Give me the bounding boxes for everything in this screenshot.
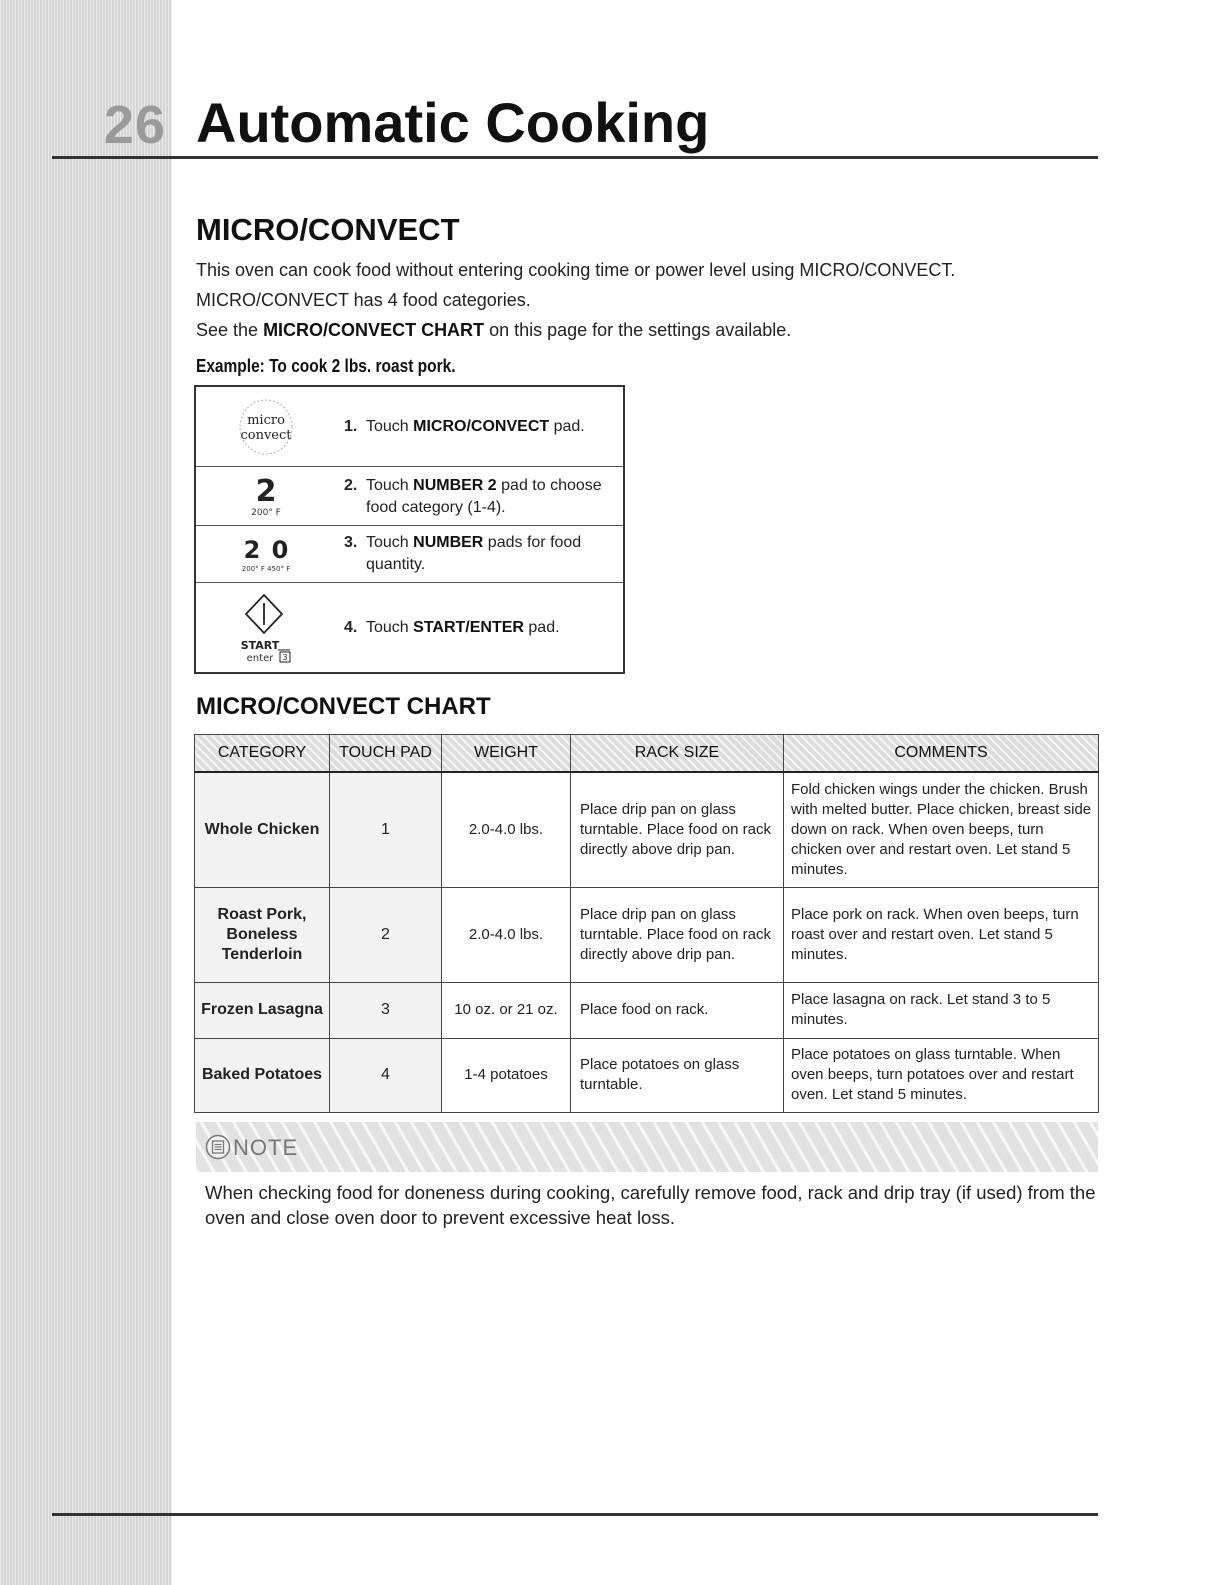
footer-rule [52,1513,1098,1516]
touch-pad-cell: 4 [330,1038,442,1112]
step-number: 1. [344,418,358,435]
step-1-text [344,416,617,438]
table-row [195,982,1099,1038]
category-cell: Whole Chicken [195,772,330,887]
step-text-pre: Touch [366,619,414,636]
note-label: NOTE [233,1135,299,1160]
start-enter-pad-icon [196,583,334,672]
step-text-continued: food category (1-4). [366,499,506,516]
section-heading: MICRO/CONVECT [196,212,460,247]
micro-convect-chart-table [194,734,1099,1113]
note-icon [205,1134,231,1165]
enter-key-number: 3 [282,653,288,662]
column-header-touch-pad: TOUCH PAD [330,735,442,773]
step-number: 3. [344,534,358,551]
enter-label: enter [246,653,274,664]
header-rule [52,156,1098,159]
micro-convect-pad-icon [196,387,334,466]
step-text-pre: Touch [366,477,414,494]
column-header-rack-size: RACK SIZE [571,735,784,773]
category-cell: Baked Potatoes [195,1038,330,1112]
category-cell: Roast Pork, Boneless Tenderloin [195,887,330,982]
step-text-post: pad. [549,418,585,435]
step-2 [196,467,623,526]
intro-line-2: MICRO/CONVECT has 4 food categories. [196,290,531,310]
step-text-post: pad. [523,619,560,636]
intro-chart-ref: MICRO/CONVECT CHART [263,320,485,340]
step-3-text [344,532,617,576]
touch-pad-cell: 3 [330,982,442,1038]
rack-size-cell: Place potatoes on glass turntable. [571,1038,784,1112]
intro-line-3-pre: See the [196,320,264,340]
intro-line-3 [196,320,791,341]
column-header-category: CATEGORY [195,735,330,773]
category-cell: Frozen Lasagna [195,982,330,1038]
note-banner [196,1122,1098,1172]
step-2-text [344,475,617,519]
micro-pad-text-2: convect [240,428,292,443]
touch-pad-cell: 2 [330,887,442,982]
page-number: 26 [103,95,166,155]
step-text-post: pads for food [483,534,582,551]
step-1 [196,387,623,467]
table-row [195,772,1099,887]
micro-pad-text-1: micro [247,413,285,428]
number-2-0-pads-icon [196,526,334,582]
comments-cell: Place potatoes on glass turntable. When oven beeps, turn potatoes over and restart oven. Let stand 5 minutes. [784,1038,1099,1112]
step-4-text [344,617,617,639]
pad-digit: 2 [255,474,277,509]
step-text-continued: quantity. [366,556,426,573]
step-text-bold: NUMBER 2 [413,477,497,494]
table-row [195,887,1099,982]
start-label: START [240,639,280,652]
pad-temp-label: 200° F [251,508,281,518]
weight-cell: 10 oz. or 21 oz. [442,982,571,1038]
pad-temp-labels: 200° F 450° F [241,565,291,573]
weight-cell: 1-4 potatoes [442,1038,571,1112]
column-header-comments: COMMENTS [784,735,1099,773]
step-number: 2. [344,477,358,494]
column-header-weight: WEIGHT [442,735,571,773]
touch-pad-cell: 1 [330,772,442,887]
rack-size-cell: Place drip pan on glass turntable. Place food on rack directly above drip pan. [571,772,784,887]
intro-line-3-post: on this page for the settings available. [484,320,792,340]
page-title: Automatic Cooking [196,91,710,154]
weight-cell: 2.0-4.0 lbs. [442,887,571,982]
step-text-pre: Touch [366,418,414,435]
step-text-bold: START/ENTER [413,619,524,636]
pad-digit-a: 2 [243,536,261,564]
intro-line-1: This oven can cook food without entering cooking time or power level using MICRO/CONVECT. [196,260,956,280]
step-3 [196,526,623,583]
comments-cell: Place pork on rack. When oven beeps, turn roast over and restart oven. Let stand 5 minutes. [784,887,1099,982]
table-row [195,1038,1099,1112]
step-text-pre: Touch [366,534,414,551]
step-text-bold: MICRO/CONVECT [413,418,550,435]
steps-box [194,385,625,674]
number-2-pad-icon [196,467,334,525]
comments-cell: Place lasagna on rack. Let stand 3 to 5 minutes. [784,982,1099,1038]
note-text: When checking food for doneness during cooking, carefully remove food, rack and drip tray (if used) from the oven and close oven door to prevent excessive heat loss. [205,1182,1096,1228]
rack-size-cell: Place food on rack. [571,982,784,1038]
chart-heading: MICRO/CONVECT CHART [196,693,491,720]
step-text-bold: NUMBER [413,534,484,551]
rack-size-cell: Place drip pan on glass turntable. Place food on rack directly above drip pan. [571,887,784,982]
page-sidebar-band [0,0,172,1585]
step-text-post: pad to choose [496,477,602,494]
example-heading: Example: To cook 2 lbs. roast pork. [196,356,456,376]
step-number: 4. [344,619,358,636]
step-4 [196,583,623,672]
table-header-row [195,735,1099,773]
comments-cell: Fold chicken wings under the chicken. Brush with melted butter. Place chicken, breast side down on rack. When oven beeps, turn chicken over and restart oven. Let stand 5 minutes. [784,772,1099,887]
pad-digit-b: 0 [271,536,289,564]
weight-cell: 2.0-4.0 lbs. [442,772,571,887]
